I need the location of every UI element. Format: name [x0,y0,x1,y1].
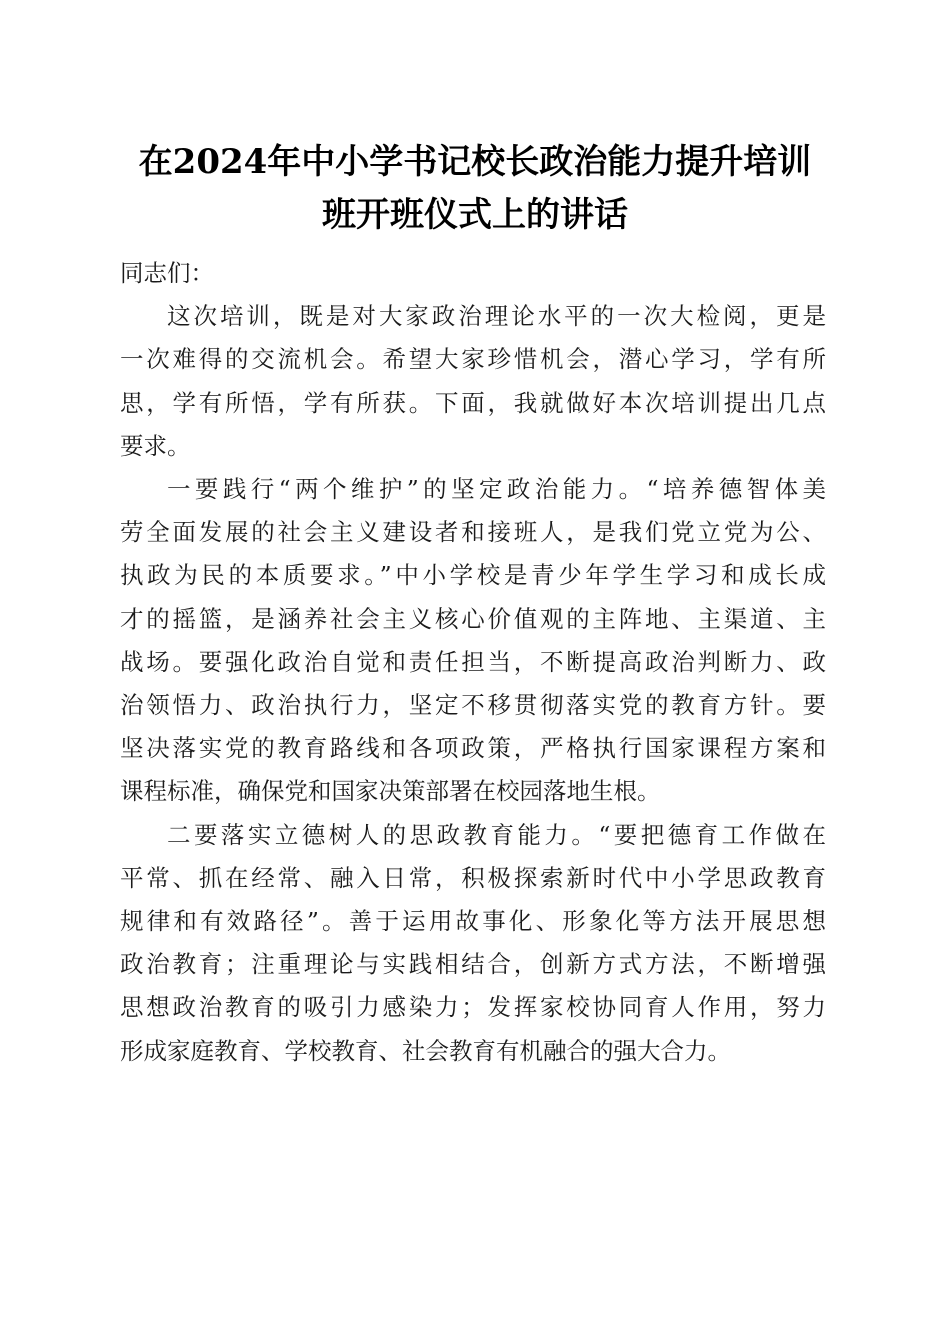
text-line: 一要践行“两个维护”的坚定政治能力。“培养德智体美 [167,475,826,504]
text-line: 劳全面发展的社会主义建设者和接班人，是我们党立党为公、 [120,518,826,547]
title-line: 在2024年中小学书记校长政治能力提升培训 [138,142,812,182]
document-body [120,252,826,1073]
salutation: 同志们： [120,259,214,287]
text-line: 政治教育；注重理论与实践相结合，创新方式方法，不断增强 [120,950,826,979]
text-line: 这次培训，既是对大家政治理论水平的一次大检阅，更是 [167,302,826,331]
paragraph-requirement-1 [120,468,826,814]
text-line: 战场。要强化政治自觉和责任担当，不断提高政治判断力、政 [120,647,826,676]
text-line: 一次难得的交流机会。希望大家珍惜机会，潜心学习，学有所 [120,345,826,374]
text-line: 规律和有效路径”。善于运用故事化、形象化等方法开展思想 [120,907,826,936]
document-title [90,136,860,242]
text-line: 才的摇篮，是涵养社会主义核心价值观的主阵地、主渠道、主 [120,604,826,633]
paragraph-requirement-2 [120,814,826,1073]
text-line: 平常、抓在经常、融入日常，积极探索新时代中小学思政教育 [120,863,826,892]
text-line: 要求。 [120,431,191,460]
paragraph-intro [120,295,826,468]
text-line: 坚决落实党的教育路线和各项政策，严格执行国家课程方案和 [120,734,826,763]
text-line: 思，学有所悟，学有所获。下面，我就做好本次培训提出几点 [120,388,826,417]
text-line: 二要落实立德树人的思政教育能力。“要把德育工作做在 [167,820,826,849]
text-line: 治领悟力、政治执行力，坚定不移贯彻落实党的教育方针。要 [120,691,826,720]
text-line: 课程标准，确保党和国家决策部署在校园落地生根。 [120,777,661,806]
text-line: 形成家庭教育、学校教育、社会教育有机融合的强大合力。 [120,1036,731,1065]
text-line: 执政为民的本质要求。”中小学校是青少年学生学习和成长成 [120,561,826,590]
title-line: 班开班仪式上的讲话 [322,195,628,235]
text-line: 思想政治教育的吸引力感染力；发挥家校协同育人作用，努力 [120,993,826,1022]
